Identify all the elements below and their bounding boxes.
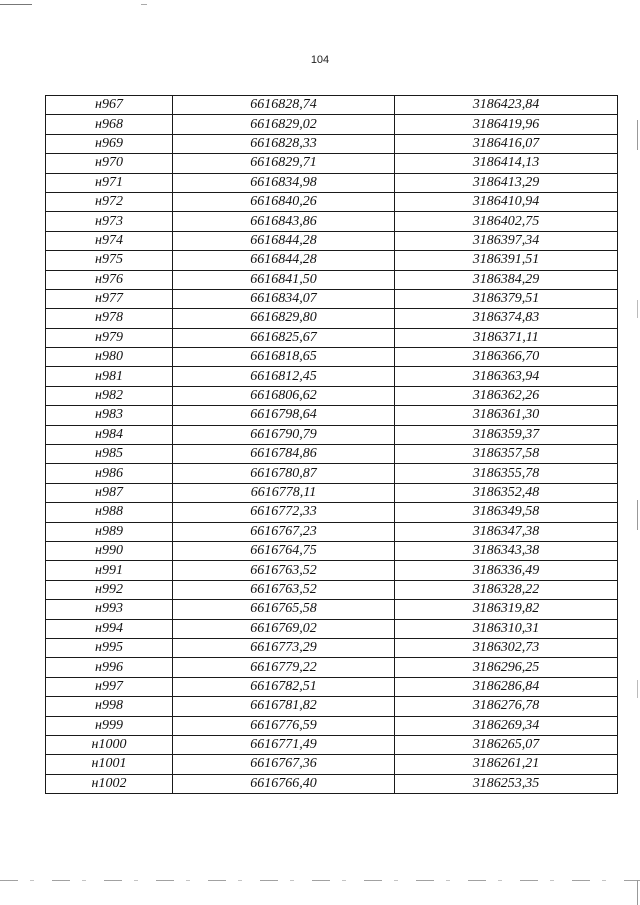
y-coordinate-cell: 3186253,35 <box>395 774 618 793</box>
x-coordinate-cell: 6616818,65 <box>173 348 395 367</box>
point-id-cell: н977 <box>46 289 173 308</box>
scan-edge-right <box>637 0 638 905</box>
x-coordinate-cell: 6616825,67 <box>173 328 395 347</box>
x-coordinate-cell: 6616828,74 <box>173 96 395 115</box>
table-row <box>46 251 618 270</box>
table-row <box>46 348 618 367</box>
table-row <box>46 697 618 716</box>
point-id-cell: н979 <box>46 328 173 347</box>
y-coordinate-cell: 3186352,48 <box>395 483 618 502</box>
point-id-cell: н976 <box>46 270 173 289</box>
y-coordinate-cell: 3186343,38 <box>395 541 618 560</box>
point-id-cell: н999 <box>46 716 173 735</box>
point-id-cell: н986 <box>46 464 173 483</box>
x-coordinate-cell: 6616769,02 <box>173 619 395 638</box>
point-id-cell: н1002 <box>46 774 173 793</box>
x-coordinate-cell: 6616843,86 <box>173 212 395 231</box>
point-id-cell: н980 <box>46 348 173 367</box>
table-row <box>46 134 618 153</box>
x-coordinate-cell: 6616840,26 <box>173 192 395 211</box>
x-coordinate-cell: 6616780,87 <box>173 464 395 483</box>
point-id-cell: н985 <box>46 445 173 464</box>
x-coordinate-cell: 6616779,22 <box>173 658 395 677</box>
y-coordinate-cell: 3186347,38 <box>395 522 618 541</box>
y-coordinate-cell: 3186374,83 <box>395 309 618 328</box>
x-coordinate-cell: 6616841,50 <box>173 270 395 289</box>
x-coordinate-cell: 6616763,52 <box>173 561 395 580</box>
table-row <box>46 192 618 211</box>
y-coordinate-cell: 3186357,58 <box>395 445 618 464</box>
x-coordinate-cell: 6616776,59 <box>173 716 395 735</box>
x-coordinate-cell: 6616772,33 <box>173 503 395 522</box>
table-row <box>46 154 618 173</box>
x-coordinate-cell: 6616773,29 <box>173 638 395 657</box>
table-row <box>46 406 618 425</box>
y-coordinate-cell: 3186362,26 <box>395 386 618 405</box>
point-id-cell: н996 <box>46 658 173 677</box>
point-id-cell: н970 <box>46 154 173 173</box>
y-coordinate-cell: 3186419,96 <box>395 115 618 134</box>
y-coordinate-cell: 3186261,21 <box>395 755 618 774</box>
page-number: 104 <box>310 54 330 66</box>
table-row <box>46 270 618 289</box>
point-id-cell: н981 <box>46 367 173 386</box>
y-coordinate-cell: 3186384,29 <box>395 270 618 289</box>
point-id-cell: н973 <box>46 212 173 231</box>
y-coordinate-cell: 3186413,29 <box>395 173 618 192</box>
y-coordinate-cell: 3186265,07 <box>395 735 618 754</box>
scan-edge-top <box>0 4 640 5</box>
x-coordinate-cell: 6616828,33 <box>173 134 395 153</box>
table-row <box>46 774 618 793</box>
table-row <box>46 309 618 328</box>
y-coordinate-cell: 3186349,58 <box>395 503 618 522</box>
point-id-cell: н972 <box>46 192 173 211</box>
x-coordinate-cell: 6616798,64 <box>173 406 395 425</box>
y-coordinate-cell: 3186416,07 <box>395 134 618 153</box>
table-row <box>46 445 618 464</box>
y-coordinate-cell: 3186397,34 <box>395 231 618 250</box>
x-coordinate-cell: 6616844,28 <box>173 231 395 250</box>
table-row <box>46 367 618 386</box>
point-id-cell: н994 <box>46 619 173 638</box>
table-row <box>46 425 618 444</box>
x-coordinate-cell: 6616765,58 <box>173 600 395 619</box>
table-row <box>46 580 618 599</box>
point-id-cell: н987 <box>46 483 173 502</box>
point-id-cell: н995 <box>46 638 173 657</box>
x-coordinate-cell: 6616829,02 <box>173 115 395 134</box>
point-id-cell: н969 <box>46 134 173 153</box>
x-coordinate-cell: 6616834,07 <box>173 289 395 308</box>
point-id-cell: н978 <box>46 309 173 328</box>
table-row <box>46 289 618 308</box>
table-row <box>46 735 618 754</box>
point-id-cell: н983 <box>46 406 173 425</box>
table-row <box>46 231 618 250</box>
table-row <box>46 677 618 696</box>
y-coordinate-cell: 3186319,82 <box>395 600 618 619</box>
x-coordinate-cell: 6616764,75 <box>173 541 395 560</box>
y-coordinate-cell: 3186361,30 <box>395 406 618 425</box>
table-row <box>46 328 618 347</box>
point-id-cell: н1001 <box>46 755 173 774</box>
x-coordinate-cell: 6616766,40 <box>173 774 395 793</box>
y-coordinate-cell: 3186355,78 <box>395 464 618 483</box>
table-row <box>46 115 618 134</box>
y-coordinate-cell: 3186302,73 <box>395 638 618 657</box>
x-coordinate-cell: 6616767,23 <box>173 522 395 541</box>
point-id-cell: н998 <box>46 697 173 716</box>
y-coordinate-cell: 3186269,34 <box>395 716 618 735</box>
x-coordinate-cell: 6616829,71 <box>173 154 395 173</box>
coordinates-table-body <box>46 96 618 794</box>
point-id-cell: н990 <box>46 541 173 560</box>
y-coordinate-cell: 3186391,51 <box>395 251 618 270</box>
y-coordinate-cell: 3186410,94 <box>395 192 618 211</box>
x-coordinate-cell: 6616781,82 <box>173 697 395 716</box>
y-coordinate-cell: 3186276,78 <box>395 697 618 716</box>
y-coordinate-cell: 3186363,94 <box>395 367 618 386</box>
x-coordinate-cell: 6616778,11 <box>173 483 395 502</box>
y-coordinate-cell: 3186286,84 <box>395 677 618 696</box>
table-row <box>46 658 618 677</box>
y-coordinate-cell: 3186423,84 <box>395 96 618 115</box>
point-id-cell: н982 <box>46 386 173 405</box>
y-coordinate-cell: 3186402,75 <box>395 212 618 231</box>
table-row <box>46 561 618 580</box>
table-row <box>46 173 618 192</box>
x-coordinate-cell: 6616806,62 <box>173 386 395 405</box>
y-coordinate-cell: 3186310,31 <box>395 619 618 638</box>
point-id-cell: н989 <box>46 522 173 541</box>
y-coordinate-cell: 3186371,11 <box>395 328 618 347</box>
point-id-cell: н991 <box>46 561 173 580</box>
table-row <box>46 541 618 560</box>
point-id-cell: н988 <box>46 503 173 522</box>
point-id-cell: н967 <box>46 96 173 115</box>
y-coordinate-cell: 3186379,51 <box>395 289 618 308</box>
point-id-cell: н971 <box>46 173 173 192</box>
table-row <box>46 483 618 502</box>
table-row <box>46 619 618 638</box>
x-coordinate-cell: 6616834,98 <box>173 173 395 192</box>
x-coordinate-cell: 6616829,80 <box>173 309 395 328</box>
point-id-cell: н975 <box>46 251 173 270</box>
point-id-cell: н984 <box>46 425 173 444</box>
x-coordinate-cell: 6616790,79 <box>173 425 395 444</box>
point-id-cell: н1000 <box>46 735 173 754</box>
x-coordinate-cell: 6616767,36 <box>173 755 395 774</box>
table-row <box>46 600 618 619</box>
point-id-cell: н992 <box>46 580 173 599</box>
x-coordinate-cell: 6616812,45 <box>173 367 395 386</box>
table-row <box>46 96 618 115</box>
point-id-cell: н974 <box>46 231 173 250</box>
table-row <box>46 716 618 735</box>
scan-edge-bottom <box>0 880 640 881</box>
point-id-cell: н968 <box>46 115 173 134</box>
table-row <box>46 503 618 522</box>
x-coordinate-cell: 6616782,51 <box>173 677 395 696</box>
y-coordinate-cell: 3186414,13 <box>395 154 618 173</box>
y-coordinate-cell: 3186336,49 <box>395 561 618 580</box>
table-row <box>46 386 618 405</box>
table-row <box>46 522 618 541</box>
point-id-cell: н993 <box>46 600 173 619</box>
point-id-cell: н997 <box>46 677 173 696</box>
y-coordinate-cell: 3186359,37 <box>395 425 618 444</box>
y-coordinate-cell: 3186328,22 <box>395 580 618 599</box>
coordinates-table <box>45 95 618 794</box>
y-coordinate-cell: 3186366,70 <box>395 348 618 367</box>
x-coordinate-cell: 6616844,28 <box>173 251 395 270</box>
table-row <box>46 464 618 483</box>
x-coordinate-cell: 6616771,49 <box>173 735 395 754</box>
table-row <box>46 212 618 231</box>
table-row <box>46 638 618 657</box>
table-row <box>46 755 618 774</box>
x-coordinate-cell: 6616763,52 <box>173 580 395 599</box>
y-coordinate-cell: 3186296,25 <box>395 658 618 677</box>
x-coordinate-cell: 6616784,86 <box>173 445 395 464</box>
